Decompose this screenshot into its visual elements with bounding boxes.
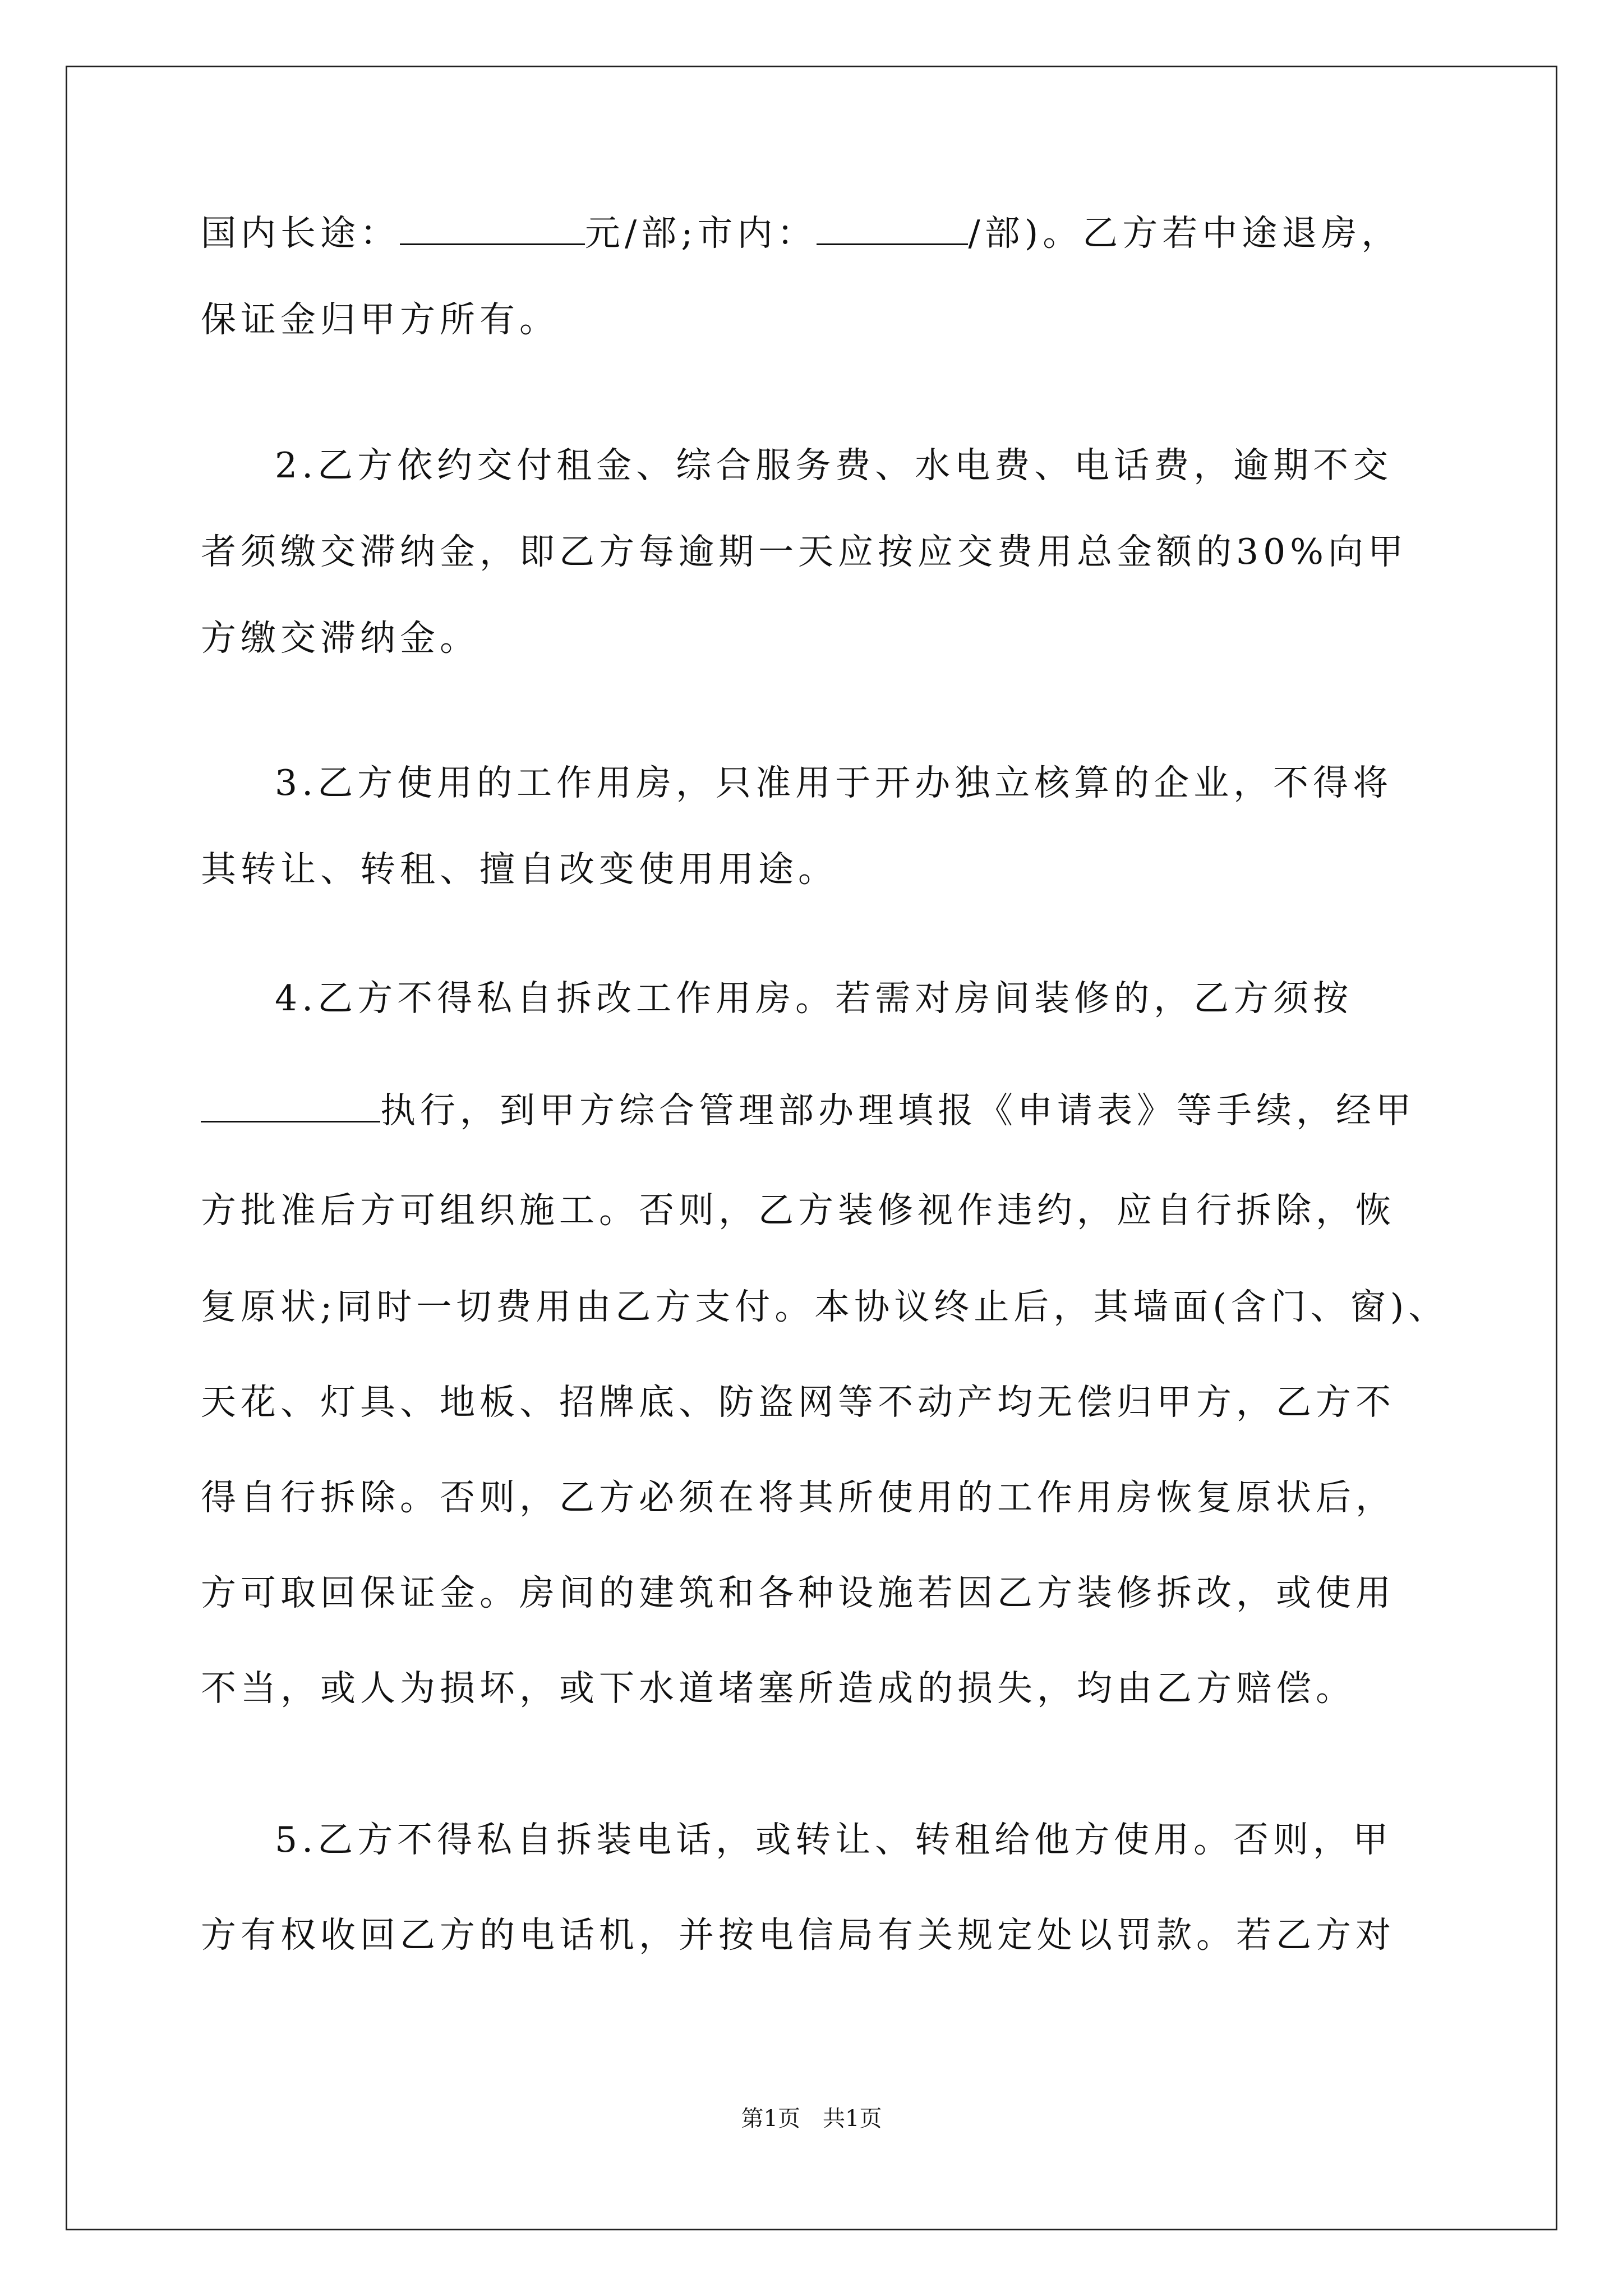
blank-underline — [400, 214, 585, 245]
blank-underline — [817, 214, 968, 245]
paragraph-3-start: 3.乙方使用的工作用房，只准用于开办独立核算的企业，不得将 — [275, 762, 1393, 803]
text-line-with-blank — [201, 1088, 1415, 1133]
text-line: 方缴交滞纳金。 — [201, 618, 479, 659]
paragraph-5-start: 5.乙方不得私自拆装电话，或转让、转租给他方使用。否则，甲 — [275, 1819, 1393, 1860]
text-segment: 元/部;市内： — [585, 213, 817, 254]
text-line: 不当，或人为损坏，或下水道堵塞所造成的损失，均由乙方赔偿。 — [201, 1668, 1355, 1709]
text-line: 方批准后方可组织施工。否则，乙方装修视作违约，应自行拆除，恢 — [201, 1190, 1395, 1231]
page-number: 第1页 共1页 — [741, 2106, 882, 2132]
text-line: 方可取回保证金。房间的建筑和各种设施若因乙方装修拆改，或使用 — [201, 1572, 1395, 1613]
text-segment: /部)。乙方若中途退房， — [968, 213, 1401, 254]
blank-underline — [201, 1092, 380, 1122]
text-line: 复原状;同时一切费用由乙方支付。本协议终止后，其墙面(含门、窗)、 — [201, 1286, 1449, 1327]
text-segment: 执行，到甲方综合管理部办理填报《申请表》等手续，经甲 — [380, 1090, 1415, 1131]
text-line: 者须缴交滞纳金，即乙方每逾期一天应按应交费用总金额的30%向甲 — [201, 531, 1408, 572]
text-line: 其转让、转租、擅自改变使用用途。 — [201, 849, 838, 890]
text-line: 天花、灯具、地板、招牌底、防盗网等不动产均无偿归甲方，乙方不 — [201, 1382, 1395, 1423]
paragraph-2-start: 2.乙方依约交付租金、综合服务费、水电费、电话费，逾期不交 — [275, 445, 1393, 486]
text-line-1 — [201, 211, 1401, 256]
text-line: 方有权收回乙方的电话机，并按电信局有关规定处以罚款。若乙方对 — [201, 1915, 1395, 1955]
page-border — [66, 66, 1557, 2230]
text-line-2: 保证金归甲方所有。 — [201, 299, 559, 340]
text-line: 得自行拆除。否则，乙方必须在将其所使用的工作用房恢复原状后， — [201, 1477, 1395, 1518]
paragraph-4-start: 4.乙方不得私自拆改工作用房。若需对房间装修的，乙方须按 — [275, 978, 1353, 1019]
text-segment: 国内长途： — [201, 213, 400, 254]
